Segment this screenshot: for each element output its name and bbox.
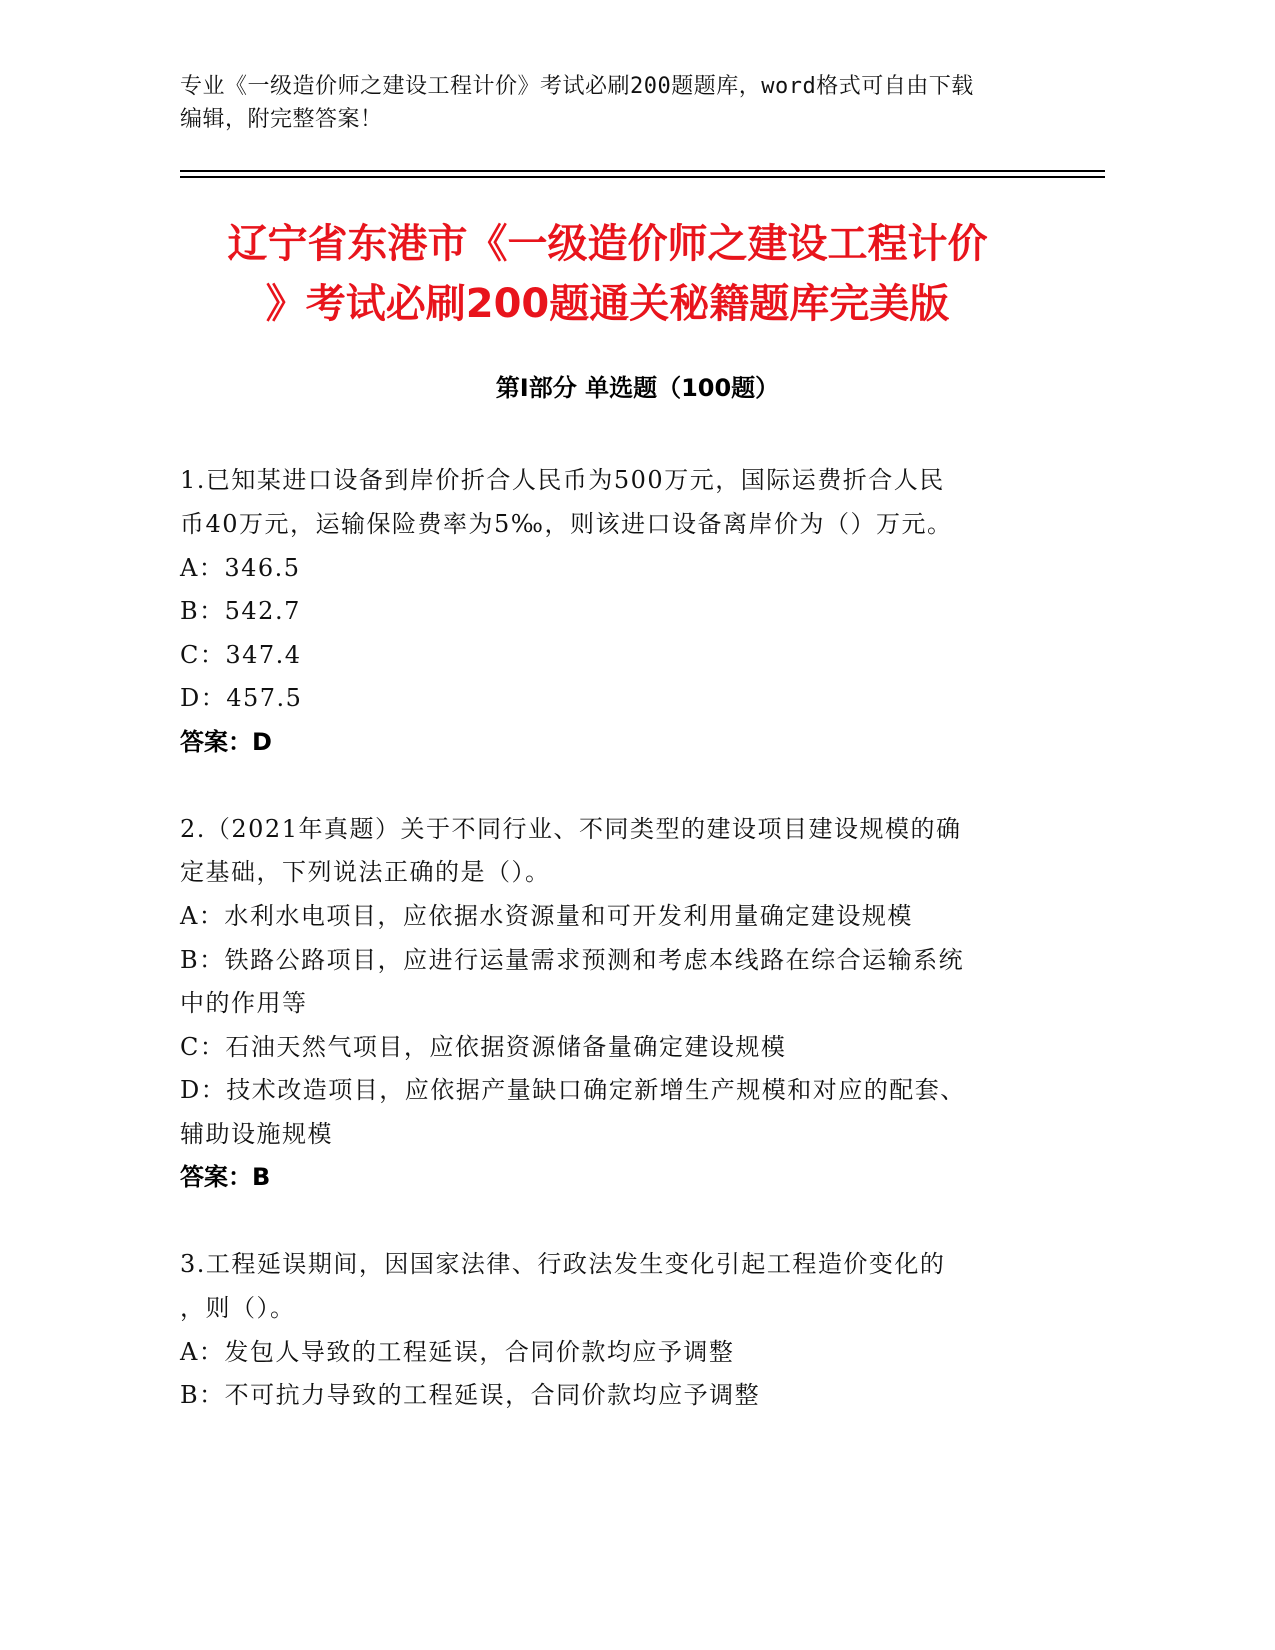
question-1-option-b: B：542.7 — [180, 597, 301, 625]
header-note — [180, 70, 1060, 136]
header-divider — [180, 176, 1105, 178]
question-3-option-b: B：不可抗力导致的工程延误，合同价款均应予调整 — [180, 1381, 761, 1409]
title-line: 辽宁省东港市《一级造价师之建设工程计价 — [227, 221, 988, 267]
question-3-stem: 3.工程延误期间，因国家法律、行政法发生变化引起工程造价变化的 — [180, 1250, 946, 1278]
question-2-stem: 2.（2021年真题）关于不同行业、不同类型的建设项目建设规模的确 — [180, 815, 962, 843]
header-note-line: 编辑，附完整答案！ — [180, 107, 383, 132]
question-2-option-b-cont: 中的作用等 — [180, 989, 308, 1017]
question-1-answer: 答案：D — [180, 728, 272, 756]
question-1-stem: 币40万元，运输保险费率为5‰，则该进口设备离岸价为（）万元。 — [180, 510, 953, 538]
question-1-option-d: D：457.5 — [180, 684, 303, 712]
question-3-stem: ，则（）。 — [180, 1294, 296, 1322]
question-1-stem: 1.已知某进口设备到岸价折合人民币为500万元，国际运费折合人民 — [180, 466, 945, 494]
question-1-option-c: C：347.4 — [180, 641, 302, 669]
question-3-option-a: A：发包人导致的工程延误，合同价款均应予调整 — [180, 1338, 735, 1366]
section-title: 第Ⅰ部分 单选题（100题） — [495, 374, 780, 402]
question-2-option-a: A：水利水电项目，应依据水资源量和可开发利用量确定建设规模 — [180, 902, 913, 930]
header-note-line: 专业《一级造价师之建设工程计价》考试必刷200题题库，word格式可自由下载 — [180, 74, 974, 99]
question-2-option-b: B：铁路公路项目，应进行运量需求预测和考虑本线路在综合运输系统 — [180, 946, 965, 974]
question-2-stem: 定基础，下列说法正确的是（）。 — [180, 858, 551, 886]
question-2-option-c: C：石油天然气项目，应依据资源储备量确定建设规模 — [180, 1033, 787, 1061]
header-divider — [180, 170, 1105, 172]
title-line: 》考试必刷200题通关秘籍题库完美版 — [265, 281, 950, 327]
question-2-answer: 答案：B — [180, 1163, 271, 1191]
document-title — [150, 214, 1065, 334]
question-1-option-a: A：346.5 — [180, 554, 301, 582]
question-2-option-d-cont: 辅助设施规模 — [180, 1120, 333, 1148]
question-2-option-d: D：技术改造项目，应依据产量缺口确定新增生产规模和对应的配套、 — [180, 1076, 966, 1104]
